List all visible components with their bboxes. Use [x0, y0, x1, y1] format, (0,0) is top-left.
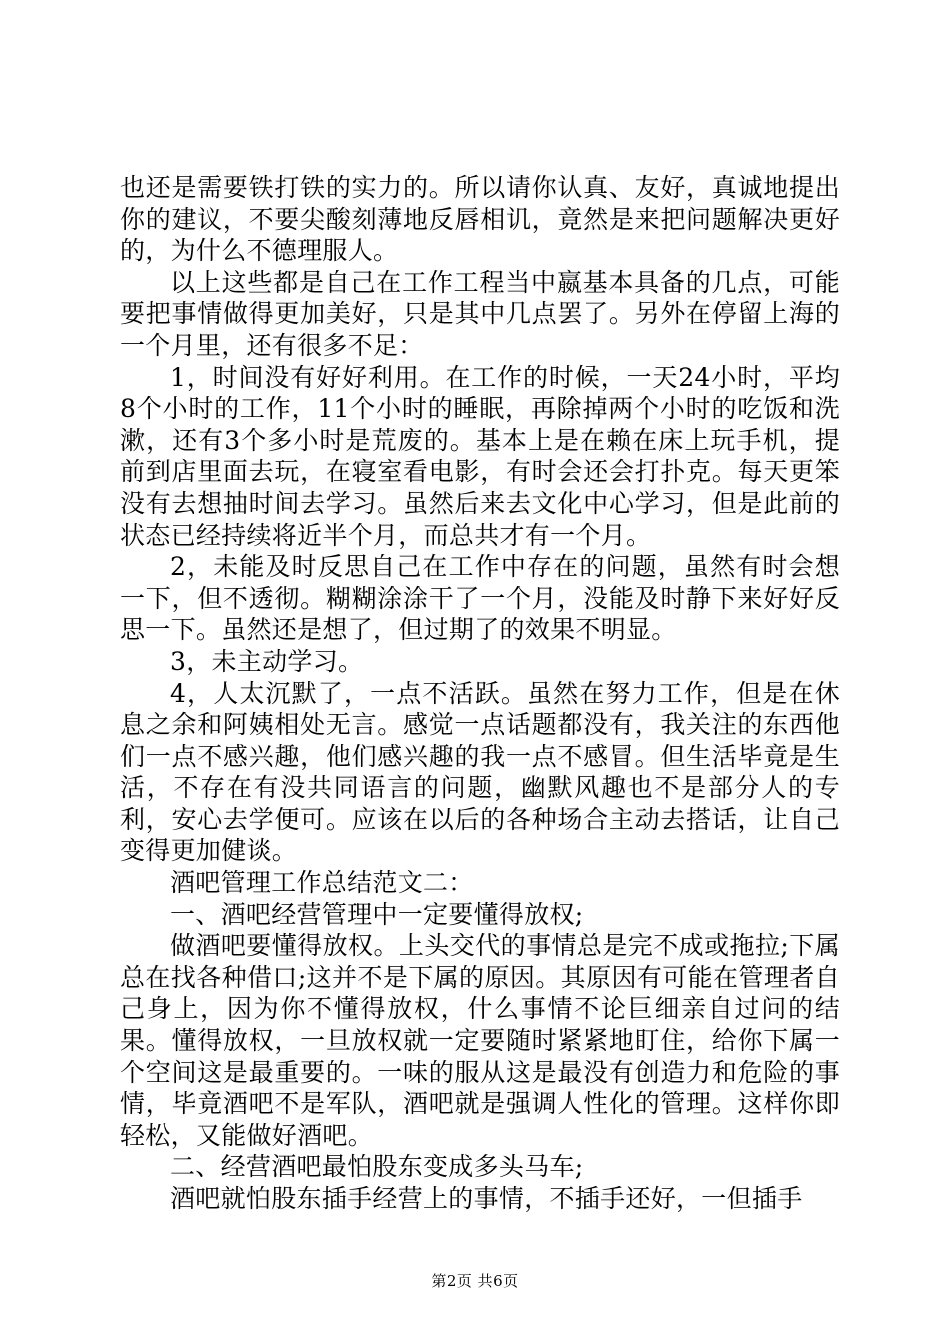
- paragraph-2: 以上这些都是自己在工作工程当中嬴基本具备的几点，可能要把事情做得更加美好，只是其中几点罢了。另外在停留上海的一个月里，还有很多不足：: [120, 267, 840, 360]
- subheading-1: 一、酒吧经营管理中一定要懂得放权;: [170, 899, 584, 929]
- paragraph-3: 1，时间没有好好利用。在工作的时候，一天24小时，平均8个小时的工作，11个小时的睡眠，再除掉两个小时的吃饭和洗漱，还有3个多小时是荒废的。基本上是在赖在床上玩手机，提前到店里面去玩，在寝室看电影，有时会还会打扑克。每天更笨没有去想抽时间去学习。虽然后来去文化中心学习，但是此前的状态已经持续将近半个月，而总共才有一个月。: [120, 362, 840, 550]
- page-number-footer: 第2页 共6页: [431, 1272, 519, 1290]
- paragraph-4: 2，未能及时反思自己在工作中存在的问题，虽然有时会想一下，但不透彻。糊糊涂涂干了一个月，没能及时静下来好好反思一下。虽然还是想了，但过期了的效果不明显。: [120, 552, 840, 645]
- paragraph-5: 3，未主动学习。: [170, 646, 364, 676]
- paragraph-6: 4，人太沉默了，一点不活跃。虽然在努力工作，但是在休息之余和阿姨相处无言。感觉一点话题都没有，我关注的东西他们一点不感兴趣，他们感兴趣的我一点不感冒。但生活毕竟是生活，不存在有没共同语言的问题，幽默风趣也不是部分人的专利，安心去学便可。应该在以后的各种场合主动去搭话，让自己变得更加健谈。: [120, 678, 840, 866]
- document-body: [120, 172, 840, 1215]
- paragraph-7: 做酒吧要懂得放权。上头交代的事情总是完不成或拖拉;下属总在找各种借口;这并不是下属的原因。其原因有可能在管理者自己身上，因为你不懂得放权，什么事情不论巨细亲自过问的结果。懂得放权，一旦放权就一定要随时紧紧地盯住，给你下属一个空间这是最重要的。一味的服从这是最没有创造力和危险的事情，毕竟酒吧不是军队，酒吧就是强调人性化的管理。这样你即轻松，又能做好酒吧。: [120, 931, 841, 1150]
- subheading-2: 二、经营酒吧最怕股东变成多头马车;: [170, 1152, 584, 1182]
- paragraph-1: 也还是需要铁打铁的实力的。所以请你认真、友好，真诚地提出你的建议，不要尖酸刻薄地反唇相讥，竟然是来把问题解决更好的，为什么不德理服人。: [120, 173, 840, 266]
- paragraph-8: 酒吧就怕股东插手经营上的事情，不插手还好，一但插手: [170, 1184, 803, 1213]
- section-heading: 酒吧管理工作总结范文二：: [170, 868, 474, 898]
